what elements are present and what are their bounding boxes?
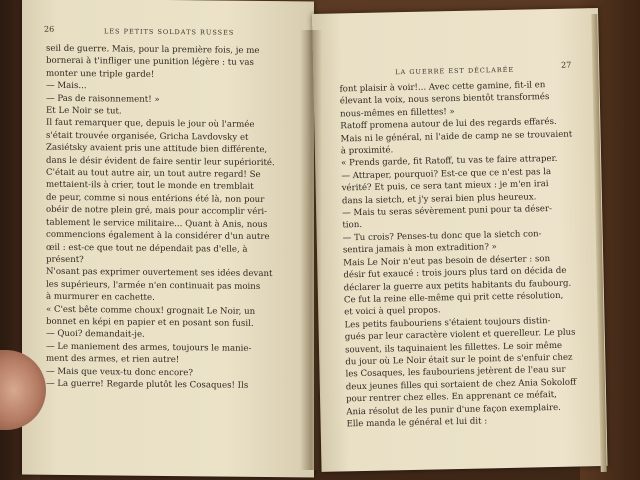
text-line: dans le désir évident de faire sentir leur supériorité. bbox=[46, 155, 275, 168]
text-line: C'était au tout autre air, un tout autre regard! Se bbox=[46, 167, 261, 181]
text-line: — Pas de raisonnement! » bbox=[46, 93, 160, 105]
text-line: — Le maniement des armes, toujours le manie- bbox=[46, 341, 252, 354]
text-line: « Prends garde, fit Ratoff, tu vas te faire attraper. bbox=[341, 154, 558, 169]
text-line: tablement le service militaire... Quant à Anis, nous bbox=[46, 217, 268, 230]
text-line: deux jeunes filles qui sortaient de chez Ania Sokoloff bbox=[345, 377, 577, 393]
text-line: du jour où Le Noir était sur le point de s'enfuir chez bbox=[345, 352, 573, 368]
text-line: tion. bbox=[342, 220, 363, 231]
left-page-number: 26 bbox=[44, 24, 55, 34]
left-running-head: LES PETITS SOLDATS RUSSES bbox=[104, 27, 235, 37]
right-running-head: LA GUERRE EST DÉCLARÉE bbox=[395, 65, 515, 77]
text-line: — Quoi? demandait-je. bbox=[46, 329, 145, 341]
text-line: monter une triple garde! bbox=[46, 68, 155, 80]
text-line: Elle manda le général et lui dit : bbox=[346, 416, 488, 430]
right-page-number: 27 bbox=[561, 60, 572, 70]
text-line: seil de guerre. Mais, pour la première fois, je me bbox=[46, 43, 260, 56]
text-line: obéir de notre plein gré, mais pour accomplir véri- bbox=[46, 205, 268, 218]
text-line: et voici à quel propos. bbox=[344, 305, 441, 318]
text-line: — Tu crois? Penses-tu donc que la sietch con- bbox=[342, 229, 542, 244]
text-line: œil : est-ce que tout ne dépendait pas d'elle, à bbox=[46, 242, 248, 255]
text-line: Ania résolut de les punir d'une façon exemplaire. bbox=[346, 402, 561, 417]
text-line: s'était trouvée organisée, Gricha Lavdovsky et bbox=[46, 130, 249, 143]
text-line: Mais ni le général, ni l'aide de camp ne se trouvaient bbox=[340, 129, 573, 145]
text-line: mettaient-ils à crier, tout le monde en tremblait bbox=[46, 180, 254, 193]
text-line: présent? bbox=[46, 254, 84, 266]
text-line: à proximité. bbox=[340, 145, 394, 157]
book-gutter bbox=[300, 30, 322, 470]
text-line: — Mais tu seras sévèrement puni pour ta déser- bbox=[342, 204, 553, 219]
text-line: nous-mêmes en fillettes! » bbox=[340, 106, 455, 120]
text-line: — Mais... bbox=[46, 80, 87, 92]
text-line: « C'est bête comme choux! grognait Le Noir, un bbox=[46, 304, 256, 317]
text-line: Zasiétsky avaient pris une attitude bien différente, bbox=[46, 142, 268, 156]
text-line: N'osant pas exprimer ouvertement ses idées devant bbox=[46, 267, 273, 280]
text-line: font plaisir à voir!... Avec cette gamine, fit-il en bbox=[339, 80, 546, 95]
text-line: désir fut exaucé : trois jours plus tard on décida de bbox=[343, 265, 567, 281]
text-line: Les petits faubouriens s'étaient toujours distin- bbox=[344, 315, 551, 331]
text-line: bonnet en képi en papier et en posant son fusil. bbox=[46, 316, 254, 329]
text-line: commencions également à la considérer d'un autre bbox=[46, 229, 270, 243]
text-line: vérité? Et puis, ce sera tant mieux : je m'en irai bbox=[341, 179, 549, 194]
text-line: Ce fut la reine elle-même qui prit cette résolution, bbox=[343, 290, 564, 306]
text-line: — Attraper, pourquoi? Est-ce que ce n'est pas la bbox=[341, 166, 552, 182]
left-page-text bbox=[46, 43, 300, 393]
text-line: de peur, comme si nous entérions été là, non pour bbox=[46, 192, 265, 205]
text-line: les supérieurs, l'armée n'en continuait pas moins bbox=[46, 279, 261, 292]
text-line: — La guerre! Regarde plutôt les Cosaques! Ils bbox=[46, 378, 249, 391]
left-page bbox=[22, 0, 314, 478]
text-line: Il faut remarquer que, depuis le jour où l'armée bbox=[46, 118, 255, 131]
text-line: déclarer la guerre aux petits habitants du faubourg. bbox=[343, 278, 572, 293]
text-line: Et Le Noir se tut. bbox=[46, 105, 122, 117]
text-line: à murmurer en cachette. bbox=[46, 291, 155, 303]
text-line: les Cosaques, les faubouriens jetèrent de l'eau sur bbox=[345, 365, 566, 380]
text-line: sentira jamais à mon extradition? » bbox=[342, 242, 498, 256]
text-line: élevant la voix, nous serons bientôt transformés bbox=[339, 92, 550, 107]
right-page bbox=[312, 8, 608, 472]
text-line: — Mais que veux-tu donc encore? bbox=[46, 366, 193, 378]
text-line: gués par leur caractère violent et querelleur. Le plus bbox=[344, 327, 576, 343]
text-line: ment des armes, et rien autre! bbox=[46, 353, 180, 366]
text-line: Mais Le Noir n'eut pas besoin de déserter : son bbox=[343, 253, 551, 269]
text-line: pour rentrer chez elles. En apprenant ce méfait, bbox=[345, 390, 557, 405]
text-line: dans la sietch, et j'y serai bien plus heureux. bbox=[341, 191, 537, 207]
text-line: souvent, ils taquinaient les fillettes. Le soir même bbox=[344, 340, 563, 355]
right-page-text bbox=[339, 78, 590, 430]
text-line: bornerai à t'infliger une punition légère : tu vas bbox=[46, 56, 254, 69]
text-line: Ratoff promena autour de lui des regards effarés. bbox=[340, 117, 557, 132]
